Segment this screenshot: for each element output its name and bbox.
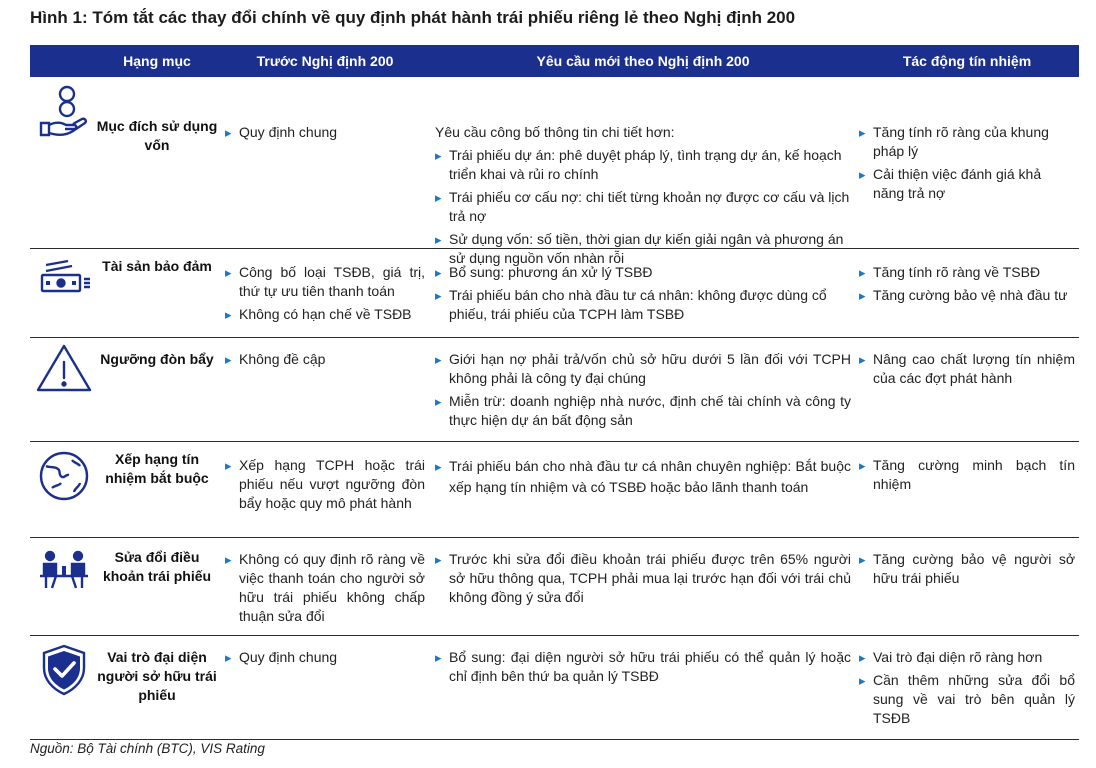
regulation-table [30,45,1079,740]
list-item: ▸ Nâng cao chất lượng tín nhiệm của các đợt phát hành [859,350,1075,388]
impact-cell [859,123,1075,207]
before-cell [225,456,425,517]
category-label: Xếp hạng tín nhiệm bắt buộc [105,451,209,486]
list-item: ▸ Trái phiếu dự án: phê duyệt pháp lý, tình trạng dự án, kế hoạch triển khai và rủi ro chính [435,146,851,184]
new-requirements-cell [435,456,851,502]
list-item: ▸ Trái phiếu bán cho nhà đầu tư cá nhân: không được dùng cổ phiếu, trái phiếu của TCPH làm TSBĐ [435,286,851,324]
coins-hand-icon [34,83,94,139]
header-category: Hạng mục [123,53,191,69]
category-label: Tài sản bảo đảm [102,258,212,274]
meeting-icon [34,544,94,600]
table-row [30,538,1079,636]
list-item: ▸ Tăng cường bảo vệ người sở hữu trái phiếu [859,550,1075,588]
source-note: Nguồn: Bộ Tài chính (BTC), VIS Rating [30,741,265,756]
impact-cell [859,648,1075,732]
category-label: Vai trò đại diện người sở hữu trái phiếu [97,649,217,703]
globe-icon [34,448,94,504]
before-cell [225,123,425,146]
category-label: Mục đích sử dụng vốn [96,118,218,153]
cell-intro: Yêu cầu công bố thông tin chi tiết hơn: [435,124,675,140]
money-stack-icon [34,251,94,307]
list-item: ▸ Không có hạn chế về TSĐB [225,305,425,324]
new-requirements-cell [435,350,851,434]
before-cell [225,550,425,630]
list-item: ▸ Tăng cường bảo vệ nhà đầu tư [859,286,1075,305]
new-requirements-cell [435,648,851,690]
list-item: ▸ Vai trò đại diện rõ ràng hơn [859,648,1075,667]
list-item: ▸ Bổ sung: đại diện người sở hữu trái phiếu có thể quản lý hoặc chỉ định bên thứ ba quản lý TSBĐ [435,648,851,686]
list-item: ▸ Quy định chung [225,648,425,667]
list-item: ▸ Xếp hạng TCPH hoặc trái phiếu nếu vượt ngưỡng đòn bẩy hoặc quy mô phát hành [225,456,425,513]
new-requirements-cell [435,263,851,328]
list-item: ▸ Quy định chung [225,123,425,142]
list-item: ▸ Giới hạn nợ phải trả/vốn chủ sở hữu dưới 5 lần đối với TCPH không phải là công ty đại chúng [435,350,851,388]
shield-check-icon [34,642,94,698]
impact-cell [859,550,1075,592]
table-row [30,636,1079,740]
list-item: ▸ Không đề cập [225,350,425,369]
category-label: Sửa đổi điều khoản trái phiếu [102,549,212,584]
new-requirements-cell [435,550,851,611]
category-label: Ngưỡng đòn bẩy [100,351,214,367]
figure-title: Hình 1: Tóm tắt các thay đổi chính về quy định phát hành trái phiếu riêng lẻ theo Nghị định 200 [30,8,796,27]
header-before: Trước Nghị định 200 [256,53,394,69]
impact-cell [859,456,1075,498]
list-item: ▸ Không có quy định rõ ràng về việc thanh toán cho người sở hữu trái phiếu không chấp thuận sửa đổi [225,550,425,626]
list-item: ▸ Trái phiếu bán cho nhà đầu tư cá nhân chuyên nghiệp: Bắt buộc xếp hạng tín nhiệm và có TSBĐ hoặc bảo lãnh thanh toán [435,456,851,498]
list-item: ▸ Tăng tính rõ ràng của khung pháp lý [859,123,1075,161]
table-row [30,249,1079,338]
list-item: ▸ Cần thêm những sửa đổi bổ sung về vai trò bên quản lý TSĐB [859,671,1075,728]
impact-cell [859,263,1075,309]
header-impact: Tác động tín nhiệm [902,53,1032,69]
table-row [30,338,1079,442]
list-item: ▸ Tăng cường minh bạch tín nhiệm [859,456,1075,494]
impact-cell [859,350,1075,392]
list-item: ▸ Trước khi sửa đổi điều khoản trái phiếu được trên 65% người sở hữu thông qua, TCPH phải mua lại trước hạn đối với trái chủ không đồng ý sửa đổi [435,550,851,607]
list-item: ▸ Sử dụng vốn: số tiền, thời gian dự kiến giải ngân và phương án sử dụng nguồn vốn nhàn rỗi [435,230,851,268]
warning-triangle-icon [34,340,94,396]
before-cell [225,263,425,328]
table-header [30,45,1079,77]
list-item: ▸ Công bố loại TSĐB, giá trị, thứ tự ưu tiên thanh toán [225,263,425,301]
list-item: ▸ Bổ sung: phương án xử lý TSBĐ [435,263,851,282]
list-item: ▸ Tăng tính rõ ràng về TSBĐ [859,263,1075,282]
before-cell [225,648,425,671]
table-row [30,442,1079,538]
list-item: ▸ Cải thiện việc đánh giá khả năng trả nợ [859,165,1075,203]
list-item: ▸ Trái phiếu cơ cấu nợ: chi tiết từng khoản nợ được cơ cấu và lịch trả nợ [435,188,851,226]
before-cell [225,350,425,373]
list-item: ▸ Miễn trừ: doanh nghiệp nhà nước, định chế tài chính và công ty thực hiện dự án bất động sản [435,392,851,430]
header-new: Yêu cầu mới theo Nghị định 200 [536,53,750,69]
